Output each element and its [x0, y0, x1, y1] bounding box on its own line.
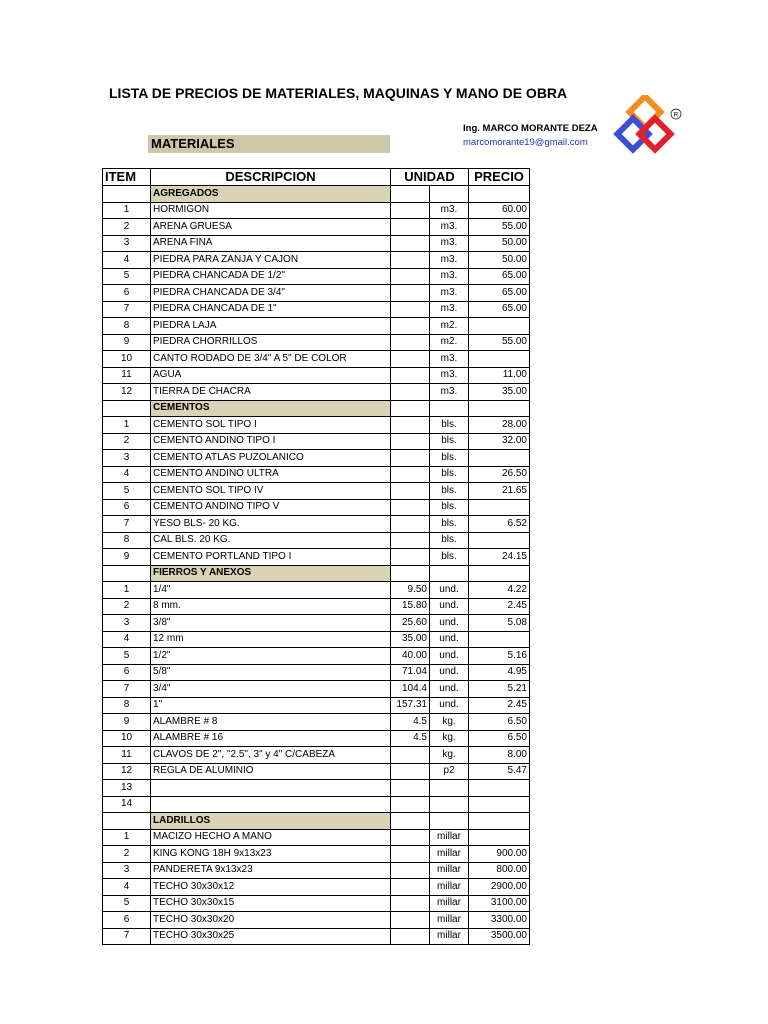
cell-qty — [391, 862, 430, 879]
cell-description: PIEDRA PARA ZANJA Y CAJON — [151, 252, 391, 269]
cell-description: CEMENTO ATLAS PUZOLANICO — [151, 450, 391, 467]
cell-unit — [430, 400, 469, 417]
cell-description: CEMENTO ANDINO ULTRA — [151, 466, 391, 483]
cell-unit: und. — [430, 631, 469, 648]
cell-qty — [391, 334, 430, 351]
cell-qty — [391, 780, 430, 797]
table-row — [103, 615, 530, 632]
cell-item: 12 — [103, 384, 151, 401]
cell-qty — [391, 499, 430, 516]
table-row — [103, 367, 530, 384]
cell-item: 5 — [103, 648, 151, 665]
cell-unit: m3. — [430, 268, 469, 285]
cell-qty — [391, 450, 430, 467]
cell-description: 1/4" — [151, 582, 391, 599]
cell-unit: bls. — [430, 417, 469, 434]
cell-item: 7 — [103, 681, 151, 698]
cell-qty — [391, 565, 430, 582]
table-row — [103, 268, 530, 285]
cell-price: 65.00 — [469, 285, 530, 302]
cell-description: CEMENTO SOL TIPO I — [151, 417, 391, 434]
cell-item: 1 — [103, 582, 151, 599]
table-row — [103, 285, 530, 302]
cell-unit: m3. — [430, 351, 469, 368]
cell-price: 8.00 — [469, 747, 530, 764]
cell-unit: m3. — [430, 367, 469, 384]
cell-qty — [391, 763, 430, 780]
category-row — [103, 400, 530, 417]
cell-price: 28.00 — [469, 417, 530, 434]
table-row — [103, 301, 530, 318]
cell-price: 800.00 — [469, 862, 530, 879]
table-row — [103, 829, 530, 846]
cell-price: 32.00 — [469, 433, 530, 450]
cell-description: 12 mm — [151, 631, 391, 648]
table-row — [103, 235, 530, 252]
cell-unit: bls. — [430, 549, 469, 566]
cell-price — [469, 351, 530, 368]
table-row — [103, 252, 530, 269]
table-row — [103, 697, 530, 714]
table-row — [103, 384, 530, 401]
table-row — [103, 879, 530, 896]
cell-description: TECHO 30x30x12 — [151, 879, 391, 896]
cell-price — [469, 829, 530, 846]
cell-qty — [391, 301, 430, 318]
table-row — [103, 351, 530, 368]
cell-price: 4.22 — [469, 582, 530, 599]
cell-unit: und. — [430, 648, 469, 665]
cell-item: 6 — [103, 912, 151, 929]
cell-item: 3 — [103, 862, 151, 879]
cell-item: 4 — [103, 252, 151, 269]
cell-unit — [430, 780, 469, 797]
cell-item: 8 — [103, 697, 151, 714]
table-row — [103, 598, 530, 615]
cell-qty: 4.5 — [391, 714, 430, 731]
cell-qty — [391, 400, 430, 417]
cell-qty — [391, 219, 430, 236]
cell-qty: 15.80 — [391, 598, 430, 615]
cell-unit: millar — [430, 846, 469, 863]
cell-qty — [391, 433, 430, 450]
cell-qty — [391, 549, 430, 566]
cell-unit — [430, 186, 469, 203]
cell-unit: und. — [430, 615, 469, 632]
table-row — [103, 219, 530, 236]
cell-item — [103, 186, 151, 203]
cell-item: 3 — [103, 450, 151, 467]
cell-unit: und. — [430, 697, 469, 714]
cell-price: 6.52 — [469, 516, 530, 533]
cell-item: 6 — [103, 664, 151, 681]
cell-unit: millar — [430, 829, 469, 846]
cell-item: 10 — [103, 730, 151, 747]
cell-unit: m2. — [430, 318, 469, 335]
cell-price: 21.65 — [469, 483, 530, 500]
cell-item: 2 — [103, 846, 151, 863]
cell-description: CEMENTO ANDINO TIPO V — [151, 499, 391, 516]
table-row — [103, 466, 530, 483]
cell-description: TECHO 30x30x25 — [151, 928, 391, 945]
cell-price: 5.21 — [469, 681, 530, 698]
cell-price: 3500.00 — [469, 928, 530, 945]
cell-item: 10 — [103, 351, 151, 368]
cell-qty — [391, 846, 430, 863]
author-name: Ing. MARCO MORANTE DEZA — [463, 123, 598, 134]
cell-item: 9 — [103, 714, 151, 731]
cell-unit: bls. — [430, 450, 469, 467]
cell-item: 9 — [103, 334, 151, 351]
cell-price — [469, 318, 530, 335]
cell-qty — [391, 318, 430, 335]
cell-item: 11 — [103, 367, 151, 384]
cell-unit: p2 — [430, 763, 469, 780]
section-label: MATERIALES — [151, 136, 235, 151]
cell-item: 5 — [103, 483, 151, 500]
cell-unit: millar — [430, 928, 469, 945]
cell-qty — [391, 417, 430, 434]
cell-description: AGUA — [151, 367, 391, 384]
table-row — [103, 862, 530, 879]
cell-unit: und. — [430, 582, 469, 599]
table-row — [103, 714, 530, 731]
category-label: FIERROS Y ANEXOS — [151, 565, 391, 582]
cell-price: 55.00 — [469, 219, 530, 236]
table-row — [103, 780, 530, 797]
cell-unit: und. — [430, 598, 469, 615]
author-email[interactable]: marcomorante19@gmail.com — [463, 137, 588, 148]
cell-price: 5.08 — [469, 615, 530, 632]
cell-unit: und. — [430, 664, 469, 681]
cell-unit: kg. — [430, 730, 469, 747]
cell-qty: 40.00 — [391, 648, 430, 665]
cell-qty — [391, 747, 430, 764]
cell-item: 4 — [103, 879, 151, 896]
cell-price: 26.50 — [469, 466, 530, 483]
cell-qty — [391, 483, 430, 500]
cell-description: KING KONG 18H 9x13x23 — [151, 846, 391, 863]
cell-description: TIERRA DE CHACRA — [151, 384, 391, 401]
header-unidad: UNIDAD — [391, 169, 469, 186]
table-row — [103, 912, 530, 929]
cell-price: 6.50 — [469, 714, 530, 731]
cell-qty: 9.50 — [391, 582, 430, 599]
table-row — [103, 334, 530, 351]
table-row — [103, 928, 530, 945]
cell-description: CEMENTO PORTLAND TIPO I — [151, 549, 391, 566]
cell-description: 5/8" — [151, 664, 391, 681]
cell-unit: bls. — [430, 466, 469, 483]
price-table — [102, 168, 530, 945]
cell-description: REGLA DE ALUMINIO — [151, 763, 391, 780]
logo-registered-mark: R — [673, 111, 679, 119]
cell-description: TECHO 30x30x20 — [151, 912, 391, 929]
cell-qty — [391, 532, 430, 549]
cell-price: 5.47 — [469, 763, 530, 780]
category-row — [103, 565, 530, 582]
cell-price: 900.00 — [469, 846, 530, 863]
cell-price: 35.00 — [469, 384, 530, 401]
cell-description: PIEDRA CHORRILLOS — [151, 334, 391, 351]
cell-qty: 157.31 — [391, 697, 430, 714]
cell-item: 2 — [103, 433, 151, 450]
cell-price — [469, 400, 530, 417]
header-descripcion: DESCRIPCION — [151, 169, 391, 186]
cell-description: TECHO 30x30x15 — [151, 895, 391, 912]
cell-price — [469, 532, 530, 549]
cell-unit: bls. — [430, 483, 469, 500]
cell-price — [469, 186, 530, 203]
cell-qty — [391, 516, 430, 533]
cell-description: ALAMBRE # 16 — [151, 730, 391, 747]
cell-qty — [391, 367, 430, 384]
cell-unit: m3. — [430, 285, 469, 302]
cell-item: 7 — [103, 516, 151, 533]
cell-unit: millar — [430, 862, 469, 879]
table-row — [103, 318, 530, 335]
cell-price: 6.50 — [469, 730, 530, 747]
cell-unit: kg. — [430, 747, 469, 764]
cell-item: 1 — [103, 417, 151, 434]
cell-description: PANDERETA 9x13x23 — [151, 862, 391, 879]
cell-item: 13 — [103, 780, 151, 797]
table-row — [103, 631, 530, 648]
page-title: LISTA DE PRECIOS DE MATERIALES, MAQUINAS Y MANO DE OBRA — [109, 85, 568, 101]
cell-price: 3100.00 — [469, 895, 530, 912]
cell-qty — [391, 466, 430, 483]
brand-logo-icon — [612, 95, 692, 167]
cell-item: 8 — [103, 318, 151, 335]
cell-description: ARENA FINA — [151, 235, 391, 252]
cell-price: 5.16 — [469, 648, 530, 665]
cell-unit: m3. — [430, 219, 469, 236]
cell-price — [469, 796, 530, 813]
cell-item: 3 — [103, 235, 151, 252]
cell-qty — [391, 895, 430, 912]
cell-item: 7 — [103, 301, 151, 318]
table-header-row — [103, 169, 530, 186]
cell-price: 4.95 — [469, 664, 530, 681]
cell-description: PIEDRA CHANCADA DE 1/2" — [151, 268, 391, 285]
category-label: CEMENTOS — [151, 400, 391, 417]
cell-qty — [391, 186, 430, 203]
cell-description: 1" — [151, 697, 391, 714]
cell-description: CLAVOS DE 2", "2.5", 3" y 4" C/CABEZA — [151, 747, 391, 764]
cell-qty — [391, 928, 430, 945]
cell-item: 3 — [103, 615, 151, 632]
cell-item — [103, 565, 151, 582]
cell-unit: millar — [430, 879, 469, 896]
cell-description: CANTO RODADO DE 3/4" A 5" DE COLOR — [151, 351, 391, 368]
cell-price: 50.00 — [469, 252, 530, 269]
table-row — [103, 433, 530, 450]
cell-unit — [430, 565, 469, 582]
table-row — [103, 664, 530, 681]
cell-price: 65.00 — [469, 301, 530, 318]
cell-price: 24.15 — [469, 549, 530, 566]
cell-description: 3/8" — [151, 615, 391, 632]
cell-item: 2 — [103, 219, 151, 236]
cell-description: ARENA GRUESA — [151, 219, 391, 236]
cell-qty — [391, 829, 430, 846]
table-row — [103, 681, 530, 698]
cell-description: PIEDRA CHANCADA DE 1" — [151, 301, 391, 318]
cell-unit: bls. — [430, 532, 469, 549]
cell-price: 2.45 — [469, 598, 530, 615]
header-item: ITEM — [103, 169, 151, 186]
cell-item: 5 — [103, 895, 151, 912]
cell-unit: millar — [430, 912, 469, 929]
cell-item: 1 — [103, 829, 151, 846]
table-row — [103, 499, 530, 516]
table-row — [103, 532, 530, 549]
cell-item: 14 — [103, 796, 151, 813]
cell-description: 3/4" — [151, 681, 391, 698]
cell-qty: 104.4 — [391, 681, 430, 698]
cell-description: MACIZO HECHO A MANO — [151, 829, 391, 846]
table-row — [103, 483, 530, 500]
cell-item: 7 — [103, 928, 151, 945]
table-row — [103, 516, 530, 533]
table-row — [103, 417, 530, 434]
cell-description: 1/2" — [151, 648, 391, 665]
cell-price: 60.00 — [469, 202, 530, 219]
cell-unit: kg. — [430, 714, 469, 731]
category-label: LADRILLOS — [151, 813, 391, 830]
cell-item: 2 — [103, 598, 151, 615]
cell-unit: m3. — [430, 384, 469, 401]
cell-qty — [391, 268, 430, 285]
cell-qty — [391, 912, 430, 929]
cell-item: 6 — [103, 499, 151, 516]
cell-item: 4 — [103, 631, 151, 648]
cell-unit: millar — [430, 895, 469, 912]
cell-price — [469, 813, 530, 830]
cell-item: 9 — [103, 549, 151, 566]
cell-description: CEMENTO SOL TIPO IV — [151, 483, 391, 500]
cell-price: 2.45 — [469, 697, 530, 714]
cell-item: 6 — [103, 285, 151, 302]
cell-description: CEMENTO ANDINO TIPO I — [151, 433, 391, 450]
header-precio: PRECIO — [469, 169, 530, 186]
table-row — [103, 450, 530, 467]
table-row — [103, 202, 530, 219]
cell-unit: bls. — [430, 499, 469, 516]
cell-price: 55.00 — [469, 334, 530, 351]
cell-item — [103, 400, 151, 417]
cell-qty — [391, 235, 430, 252]
cell-description: PIEDRA LAJA — [151, 318, 391, 335]
cell-price: 65.00 — [469, 268, 530, 285]
cell-item: 5 — [103, 268, 151, 285]
cell-price — [469, 450, 530, 467]
table-row — [103, 730, 530, 747]
table-row — [103, 582, 530, 599]
cell-item — [103, 813, 151, 830]
cell-item: 8 — [103, 532, 151, 549]
cell-price: 2900.00 — [469, 879, 530, 896]
category-row — [103, 186, 530, 203]
table-body — [103, 186, 530, 945]
cell-item: 1 — [103, 202, 151, 219]
table-row — [103, 796, 530, 813]
cell-qty — [391, 285, 430, 302]
cell-price: 3300.00 — [469, 912, 530, 929]
cell-description: ALAMBRE # 8 — [151, 714, 391, 731]
cell-description — [151, 796, 391, 813]
cell-qty: 71.04 — [391, 664, 430, 681]
cell-unit: m3. — [430, 252, 469, 269]
cell-description: HORMIGON — [151, 202, 391, 219]
cell-unit — [430, 813, 469, 830]
cell-qty: 35.00 — [391, 631, 430, 648]
cell-qty — [391, 879, 430, 896]
cell-qty — [391, 351, 430, 368]
cell-item: 4 — [103, 466, 151, 483]
cell-qty — [391, 252, 430, 269]
cell-description — [151, 780, 391, 797]
cell-qty — [391, 384, 430, 401]
cell-unit: m2. — [430, 334, 469, 351]
cell-qty — [391, 813, 430, 830]
cell-unit: m3. — [430, 301, 469, 318]
table-row — [103, 648, 530, 665]
cell-price: 11.00 — [469, 367, 530, 384]
cell-description: YESO BLS- 20 KG. — [151, 516, 391, 533]
cell-price — [469, 780, 530, 797]
cell-price — [469, 499, 530, 516]
cell-unit: bls. — [430, 433, 469, 450]
cell-item: 12 — [103, 763, 151, 780]
cell-description: PIEDRA CHANCADA DE 3/4" — [151, 285, 391, 302]
table-row — [103, 846, 530, 863]
cell-item: 11 — [103, 747, 151, 764]
cell-description: CAL BLS. 20 KG. — [151, 532, 391, 549]
cell-qty — [391, 202, 430, 219]
cell-price — [469, 565, 530, 582]
cell-unit — [430, 796, 469, 813]
cell-unit: bls. — [430, 516, 469, 533]
cell-unit: m3. — [430, 235, 469, 252]
cell-price: 50.00 — [469, 235, 530, 252]
cell-unit: m3. — [430, 202, 469, 219]
cell-qty — [391, 796, 430, 813]
table-row — [103, 763, 530, 780]
table-row — [103, 895, 530, 912]
cell-qty: 4.5 — [391, 730, 430, 747]
category-label: AGREGADOS — [151, 186, 391, 203]
table-row — [103, 747, 530, 764]
cell-price — [469, 631, 530, 648]
cell-unit: und. — [430, 681, 469, 698]
cell-qty: 25.60 — [391, 615, 430, 632]
category-row — [103, 813, 530, 830]
cell-description: 8 mm. — [151, 598, 391, 615]
table-row — [103, 549, 530, 566]
